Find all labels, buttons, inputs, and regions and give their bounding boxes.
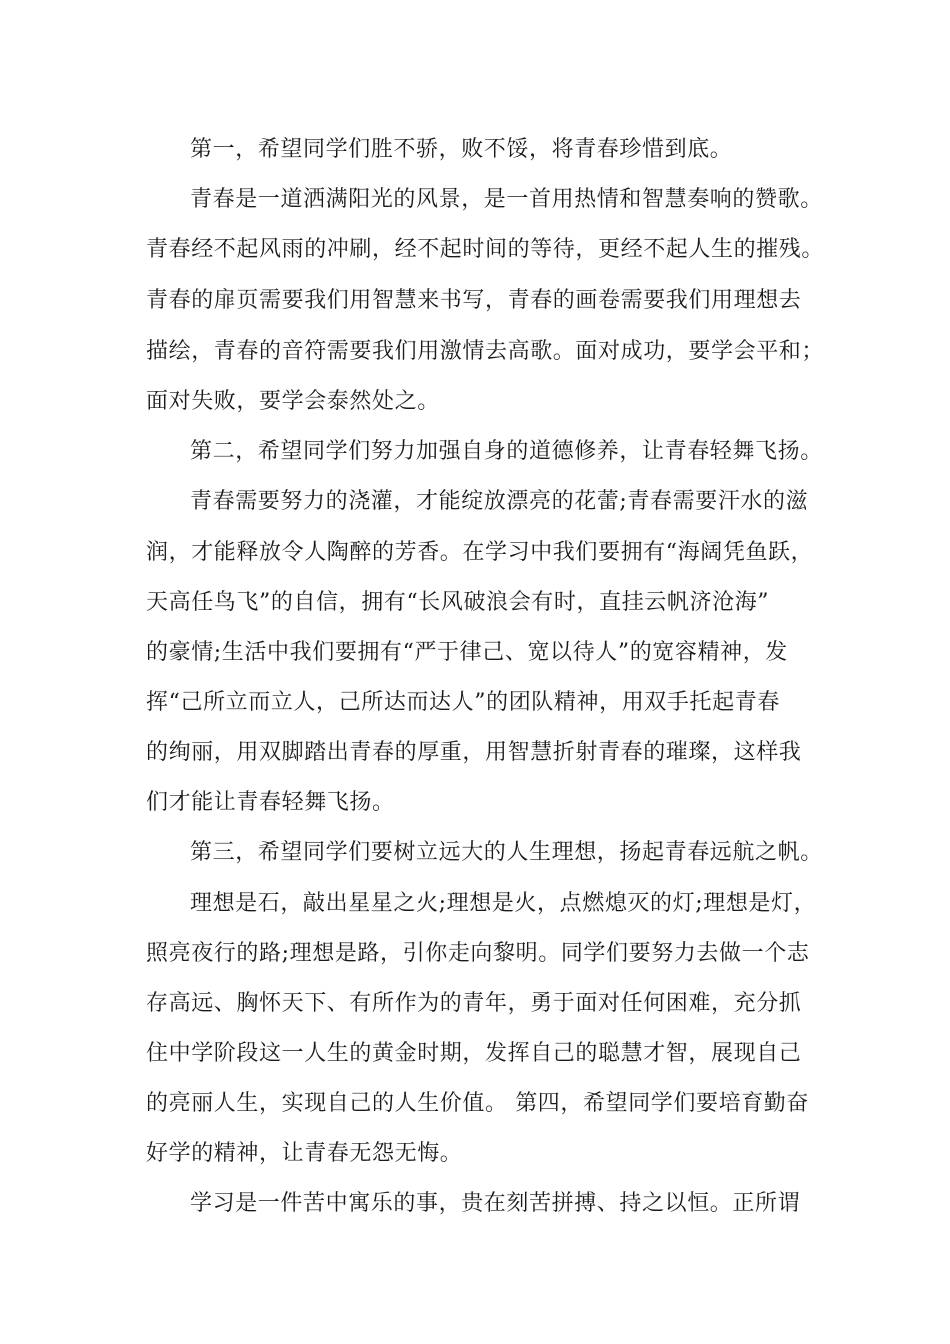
paragraph-4-line-1: 青春需要努力的浇灌，才能绽放漂亮的花蕾;青春需要汗水的滋 [190, 489, 809, 514]
paragraph-1-line-1: 第一，希望同学们胜不骄，败不馁，将青春珍惜到底。 [190, 137, 733, 162]
paragraph-4-line-5: 挥“己所立而立人，己所达而达人”的团队精神，用双手托起青春 [146, 690, 780, 715]
paragraph-4-line-4: 的豪情;生活中我们要拥有“严于律己、宽以待人”的宽容精神，发 [146, 640, 788, 665]
paragraph-6-line-4: 住中学阶段这一人生的黄金时期，发挥自己的聪慧才智，展现自己 [146, 1041, 802, 1066]
paragraph-2-line-4: 描绘，青春的音符需要我们用激情去高歌。面对成功，要学会平和； [146, 339, 825, 364]
paragraph-2-line-1: 青春是一道洒满阳光的风景，是一首用热情和智慧奏响的赞歌。 [190, 187, 823, 212]
paragraph-4-line-2: 润，才能释放令人陶醉的芳香。在学习中我们要拥有“海阔凭鱼跃， [146, 540, 814, 565]
paragraph-4-line-7: 们才能让青春轻舞飞扬。 [146, 790, 395, 815]
paragraph-5-line-1: 第三，希望同学们要树立远大的人生理想，扬起青春远航之帆。 [190, 840, 823, 865]
paragraph-6-line-6: 好学的精神，让青春无怨无悔。 [146, 1141, 463, 1166]
paragraph-6-line-1: 理想是石，敲出星星之火;理想是火，点燃熄灭的灯;理想是灯， [190, 891, 817, 916]
paragraph-2-line-3: 青春的扉页需要我们用智慧来书写，青春的画卷需要我们用理想去 [146, 288, 802, 313]
paragraph-4-line-3: 天高任鸟飞”的自信，拥有“长风破浪会有时，直挂云帆济沧海” [146, 590, 770, 615]
paragraph-7-line-1: 学习是一件苦中寓乐的事，贵在刻苦拼搏、持之以恒。正所谓 [190, 1191, 801, 1216]
paragraph-3-line-1: 第二，希望同学们努力加强自身的道德修养，让青春轻舞飞扬。 [190, 439, 823, 464]
paragraph-4-line-6: 的绚丽，用双脚踏出青春的厚重，用智慧折射青春的璀璨，这样我 [146, 740, 802, 765]
paragraph-2-line-5: 面对失败，要学会泰然处之。 [146, 389, 440, 414]
paragraph-2-line-2: 青春经不起风雨的冲刷，经不起时间的等待，更经不起人生的摧残。 [146, 237, 825, 262]
paragraph-6-line-2: 照亮夜行的路;理想是路，引你走向黎明。同学们要努力去做一个志 [146, 941, 810, 966]
paragraph-6-line-3: 存高远、胸怀天下、有所作为的青年，勇于面对任何困难，充分抓 [146, 991, 802, 1016]
paragraph-6-line-5: 的亮丽人生，实现自己的人生价值。 第四，希望同学们要培育勤奋 [146, 1091, 809, 1116]
